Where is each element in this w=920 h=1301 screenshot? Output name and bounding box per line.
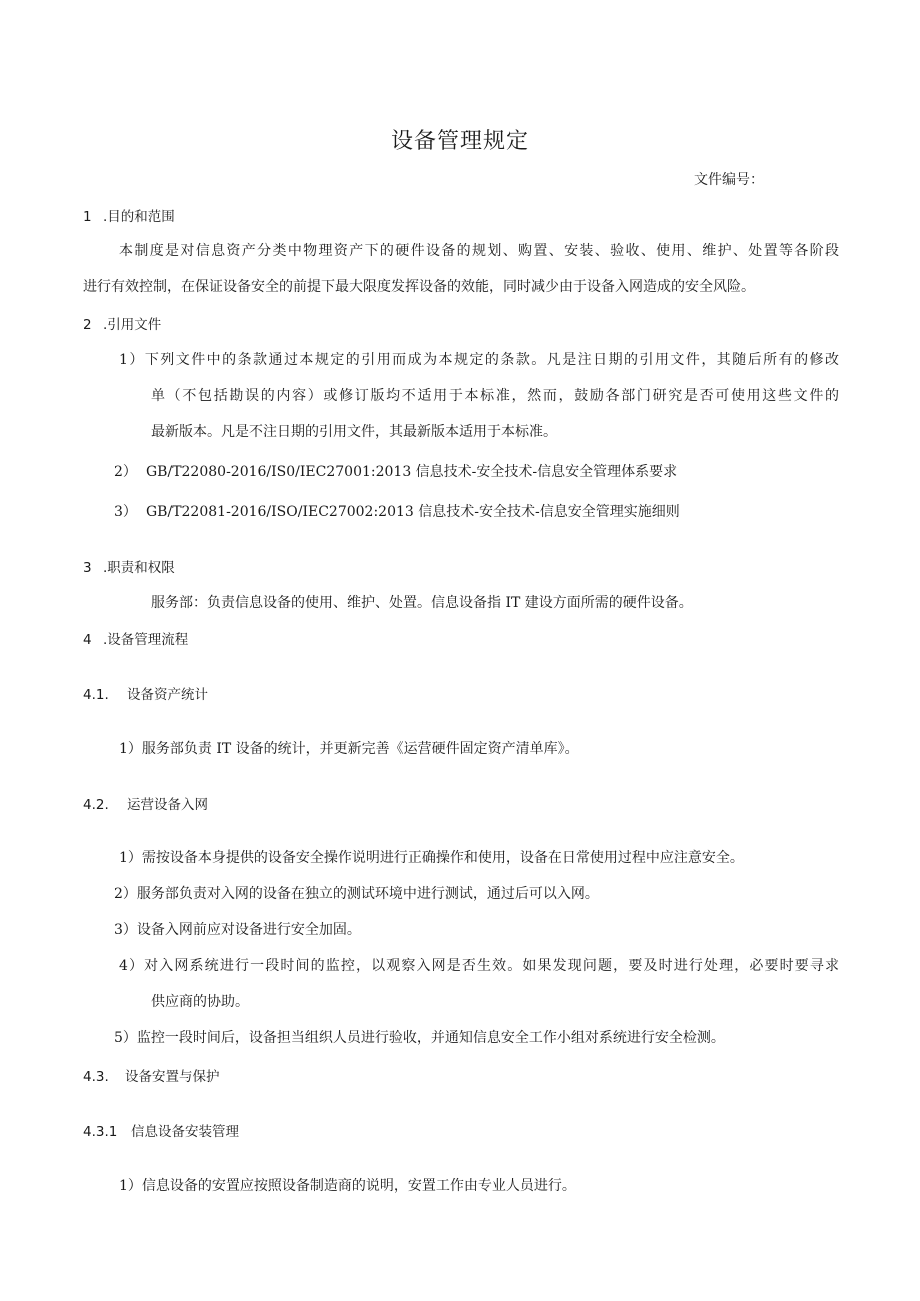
section-2-heading: [83, 313, 161, 333]
section-4-3-title: 设备安置与保护: [125, 1069, 220, 1085]
section-4-3-1-title: 信息设备安装管理: [131, 1124, 239, 1140]
section-3-heading: [83, 556, 175, 576]
section-2-item-3: [114, 501, 680, 521]
section-4-2-item-4-line-2: 供应商的协助。: [151, 994, 249, 1010]
section-1-heading: [83, 205, 175, 225]
section-4-2-item-3: 3）设备入网前应对设备进行安全加固。: [114, 922, 361, 938]
section-4-2-title: 运营设备入网: [127, 797, 208, 813]
section-2-title: .引用文件: [103, 317, 162, 333]
document-title: 设备管理规定: [390, 129, 529, 154]
section-2-item-1-line-1: 1）下列文件中的条款通过本规定的引用而成为本规定的条款。凡是注日期的引用文件，其随后所有的修改: [119, 352, 839, 368]
section-2-item-3-text: GB/T22081-2016/ISO/IEC27002:2013 信息技术-安全技术-信息安全管理实施细则: [146, 504, 680, 520]
section-4-2-item-1: 1）需按设备本身提供的设备安全操作说明进行正确操作和使用，设备在日常使用过程中应注意安全。: [119, 850, 744, 866]
section-2-number: 2: [83, 317, 92, 333]
section-4-number: 4: [83, 632, 92, 648]
section-4-3-1-item-1: 1）信息设备的安置应按照设备制造商的说明，安置工作由专业人员进行。: [119, 1178, 576, 1194]
section-4-1-number: 4.1.: [83, 687, 109, 703]
section-2-item-2: [114, 461, 677, 481]
section-2-item-2-text: GB/T22080-2016/IS0/IEC27001:2013 信息技术-安全技术-信息安全管理体系要求: [146, 464, 678, 480]
doc-number-label: 文件编号：: [694, 172, 764, 188]
section-3-para: 服务部：负责信息设备的使用、维护、处置。信息设备指 IT 建设方面所需的硬件设备。: [151, 595, 693, 611]
section-3-number: 3: [83, 560, 92, 576]
section-2-item-1-line-2: 单（不包括勘误的内容）或修订版均不适用于本标准，然而，鼓励各部门研究是否可使用这些文件的: [151, 388, 839, 404]
section-4-2-item-2: 2）服务部负责对入网的设备在独立的测试环境中进行测试，通过后可以入网。: [114, 886, 599, 902]
section-4-2-item-5: 5）监控一段时间后，设备担当组织人员进行验收，并通知信息安全工作小组对系统进行安全检测。: [114, 1030, 725, 1046]
section-1-number: 1: [83, 209, 92, 225]
section-4-2-number: 4.2.: [83, 797, 109, 813]
section-3-title: .职责和权限: [103, 560, 175, 576]
section-4-1-title: 设备资产统计: [127, 687, 208, 703]
section-4-heading: [83, 628, 188, 648]
section-2-item-2-number: 2）: [114, 464, 137, 480]
section-1-para-line-1: 本制度是对信息资产分类中物理资产下的硬件设备的规划、购置、安装、验收、使用、维护、处置等各阶段: [119, 243, 839, 259]
section-4-3-1-number: 4.3.1: [83, 1124, 118, 1140]
section-4-1-heading: [83, 683, 208, 703]
section-4-3-1-heading: [83, 1120, 239, 1140]
section-4-3-number: 4.3.: [83, 1069, 109, 1085]
section-2-item-3-number: 3）: [114, 504, 137, 520]
section-4-2-heading: [83, 793, 208, 813]
section-4-title: .设备管理流程: [103, 632, 189, 648]
section-1-title: .目的和范围: [103, 209, 175, 225]
section-4-2-item-4-line-1: 4）对入网系统进行一段时间的监控，以观察入网是否生效。如果发现问题，要及时进行处理，必要时要寻求: [119, 958, 839, 974]
section-4-3-heading: [83, 1065, 220, 1085]
section-4-1-item-1: 1）服务部负责 IT 设备的统计，并更新完善《运营硬件固定资产清单库》。: [119, 741, 579, 757]
section-2-item-1-line-3: 最新版本。凡是不注日期的引用文件，其最新版本适用于本标准。: [151, 424, 557, 440]
section-1-para-line-2: 进行有效控制，在保证设备安全的前提下最大限度发挥设备的效能，同时减少由于设备入网造成的安全风险。: [83, 279, 755, 295]
